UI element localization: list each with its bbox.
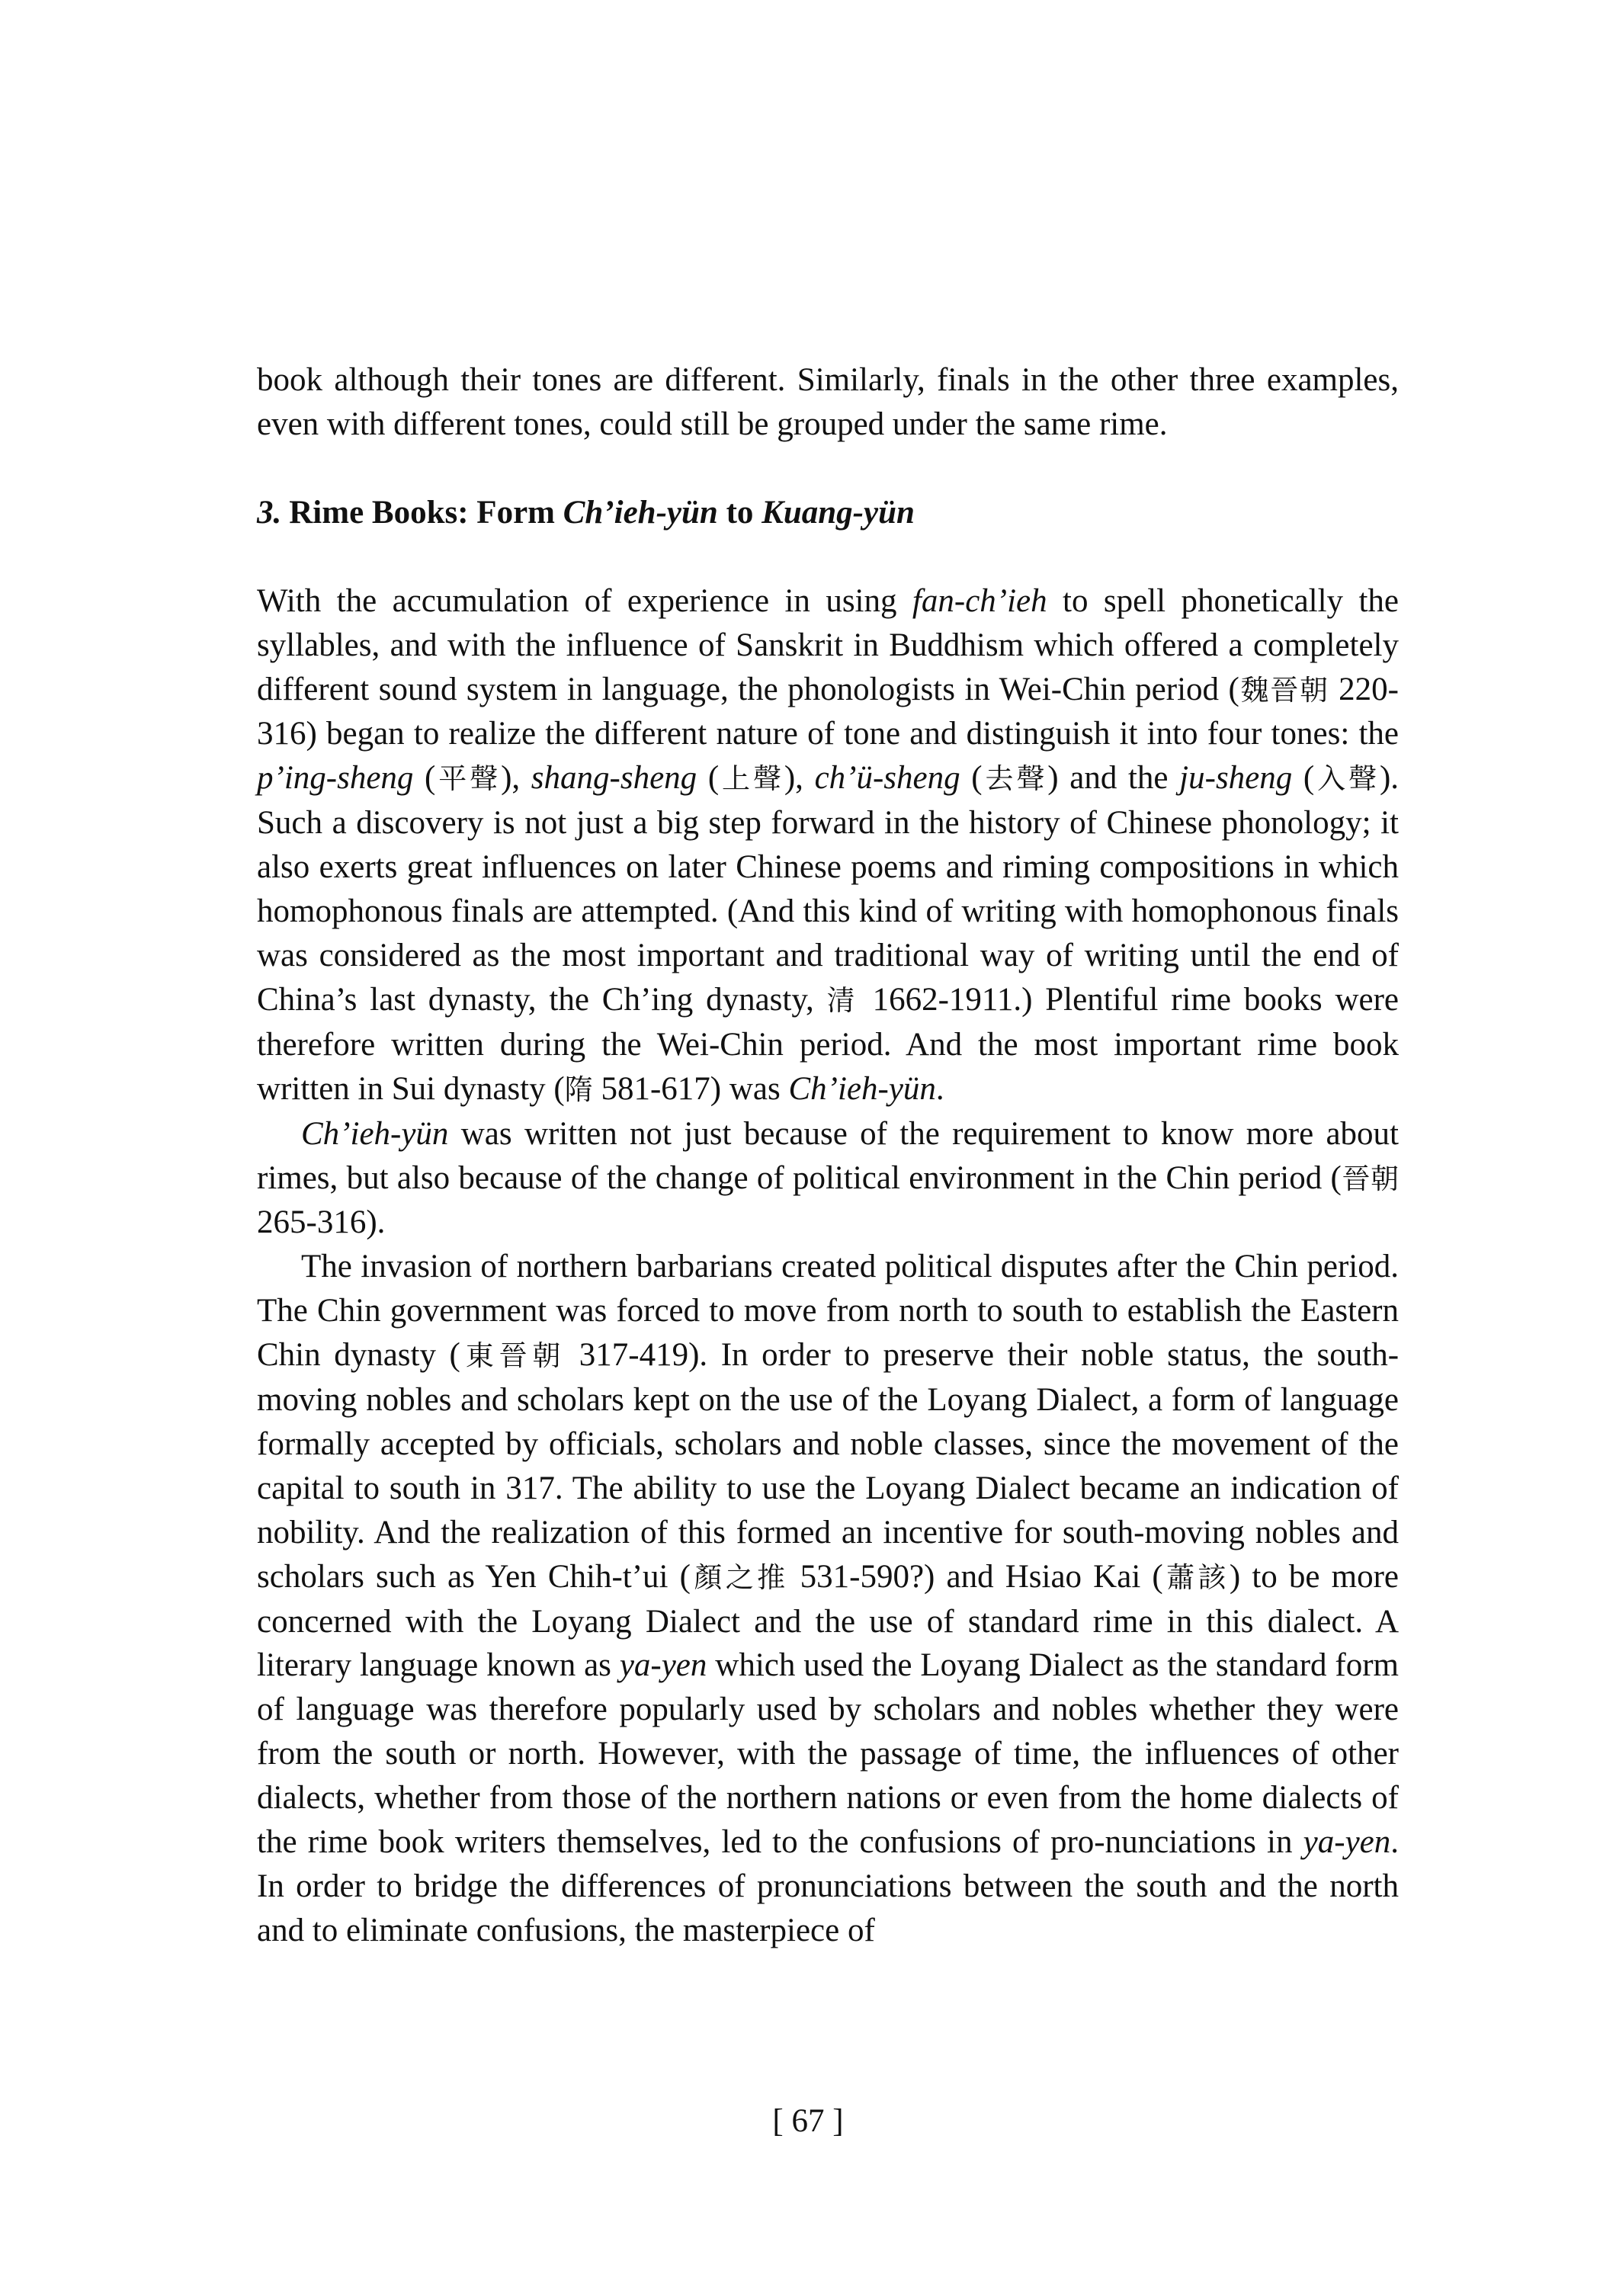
text-run: 220-316) began to realize the different nature of tone and distinguish it into four tones: the xyxy=(257,671,1399,752)
text-run: to spell phonetically the syllables, and with the influence of Sanskrit in Buddhism which offered a completely different sound system in language, the phonologists in Wei-Chin period ( xyxy=(257,582,1399,707)
text-run: was written not just because of the requirement to know more about rimes, but also because of the change of political environment in the Chin period ( xyxy=(257,1115,1399,1196)
text-run: . In order to bridge the differences of pronunciations between the south and the north and to eliminate confusions, the masterpiece of xyxy=(257,1824,1399,1948)
section-number: 3. xyxy=(257,494,282,531)
text-run: which used the Loyang Dialect as the standard form of language was therefore popularly used by scholars and nobles whether they were from the south or north. However, with the passage of time, the influences of other dialects, whether from those of the northern nations or even from the home dialects of the rime book writers themselves, led to the confusions of pro-nunciations in xyxy=(257,1647,1399,1861)
cjk-dongjin: 東晉朝 xyxy=(460,1339,566,1373)
cjk-ping-sheng: 平聲 xyxy=(435,762,502,796)
term-shang-sheng: shang-sheng xyxy=(531,760,697,797)
heading-title-qieyun: Ch’ieh-yün xyxy=(563,494,718,531)
cjk-jin: 晉朝 xyxy=(1341,1162,1399,1195)
text-run: 1662-1911.) Plentiful rime books were therefore written during the Wei-Chin period. And the most important rime book written in Sui dynasty ( xyxy=(257,981,1399,1107)
text-run: 265-316). xyxy=(257,1204,386,1241)
text-run: ( xyxy=(1292,760,1315,797)
term-qieyun: Ch’ieh-yün xyxy=(301,1115,449,1152)
cjk-shang-sheng: 上聲 xyxy=(719,762,784,796)
page-number: [ 67 ] xyxy=(772,2103,844,2139)
text-run: ), xyxy=(784,760,815,797)
section-heading xyxy=(257,491,1399,535)
text-run: ( xyxy=(960,760,983,797)
text-run: . xyxy=(935,1070,944,1107)
cjk-weijin: 魏晉朝 xyxy=(1239,673,1329,707)
cjk-qing: 清 xyxy=(826,983,860,1017)
term-qieyun: Ch’ieh-yün xyxy=(788,1070,936,1107)
text-run: ), xyxy=(501,760,531,797)
cjk-xiao-gai: 蕭該 xyxy=(1162,1560,1230,1594)
text-run: 531-590?) and Hsiao Kai ( xyxy=(788,1558,1163,1595)
term-ju-sheng: ju-sheng xyxy=(1179,760,1293,797)
paragraph-loyang-dialect xyxy=(257,1245,1399,1953)
text-run: With the accumulation of experience in using xyxy=(257,582,912,619)
cjk-chu-sheng: 去聲 xyxy=(982,762,1048,796)
text-run: ). Such a discovery is not just a big step forward in the history of Chinese phonology; it also exerts great influences on later Chinese poems and riming compositions in which homophonous finals are attempted. (And this kind of writing with homophonous finals was considered as the most important and traditional way of writing until the end of China’s last dynasty, the Ch’ing dynasty, xyxy=(257,760,1400,1018)
term-chu-sheng: ch’ü-sheng xyxy=(814,760,960,797)
cjk-sui: 隋 xyxy=(564,1073,593,1106)
page-body xyxy=(257,358,1399,1953)
cjk-yan-zhitui: 顏之推 xyxy=(690,1560,789,1594)
text-run: The invasion of northern barbarians created political disputes after the Chin period. The Chin government was forced to move from north to south to establish the Eastern Chin dynasty ( xyxy=(257,1249,1399,1374)
text-run: ) to be more concerned with the Loyang Dialect and the use of standard rime in this dialect. A literary language known as xyxy=(257,1558,1400,1684)
intro-continuation-paragraph: book although their tones are different. Similarly, finals in the other three examples, even with different tones, could still be grouped under the same rime. xyxy=(257,362,1399,442)
paragraph-qieyun-origin xyxy=(257,1112,1399,1246)
heading-text: to xyxy=(717,494,762,531)
term-ya-yen: ya-yen xyxy=(1303,1824,1391,1861)
term-fanchieh: fan-ch’ieh xyxy=(912,582,1047,619)
text-run: ) and the xyxy=(1047,760,1180,797)
text-run: 581-617) was xyxy=(592,1070,789,1107)
text-run: ( xyxy=(413,760,436,797)
text-run: 317-419). In order to preserve their noble status, the south-moving nobles and scholars kept on the use of the Loyang Dialect, a form of language formally accepted by officials, scholars and noble classes, since the movement of the capital to south in 317. The ability to use the Loyang Dialect became an indication of nobility. And the realization of this formed an incentive for south-moving nobles and scholars such as Yen Chih-t’ui ( xyxy=(257,1337,1400,1595)
term-ya-yen: ya-yen xyxy=(619,1647,707,1684)
heading-text: Rime Books: Form xyxy=(289,494,563,531)
cjk-ju-sheng: 入聲 xyxy=(1314,762,1380,796)
term-ping-sheng: p’ing-sheng xyxy=(257,760,414,797)
text-run: ( xyxy=(697,760,720,797)
heading-title-guangyun: Kuang-yün xyxy=(762,494,915,531)
paragraph-four-tones xyxy=(257,579,1399,1112)
